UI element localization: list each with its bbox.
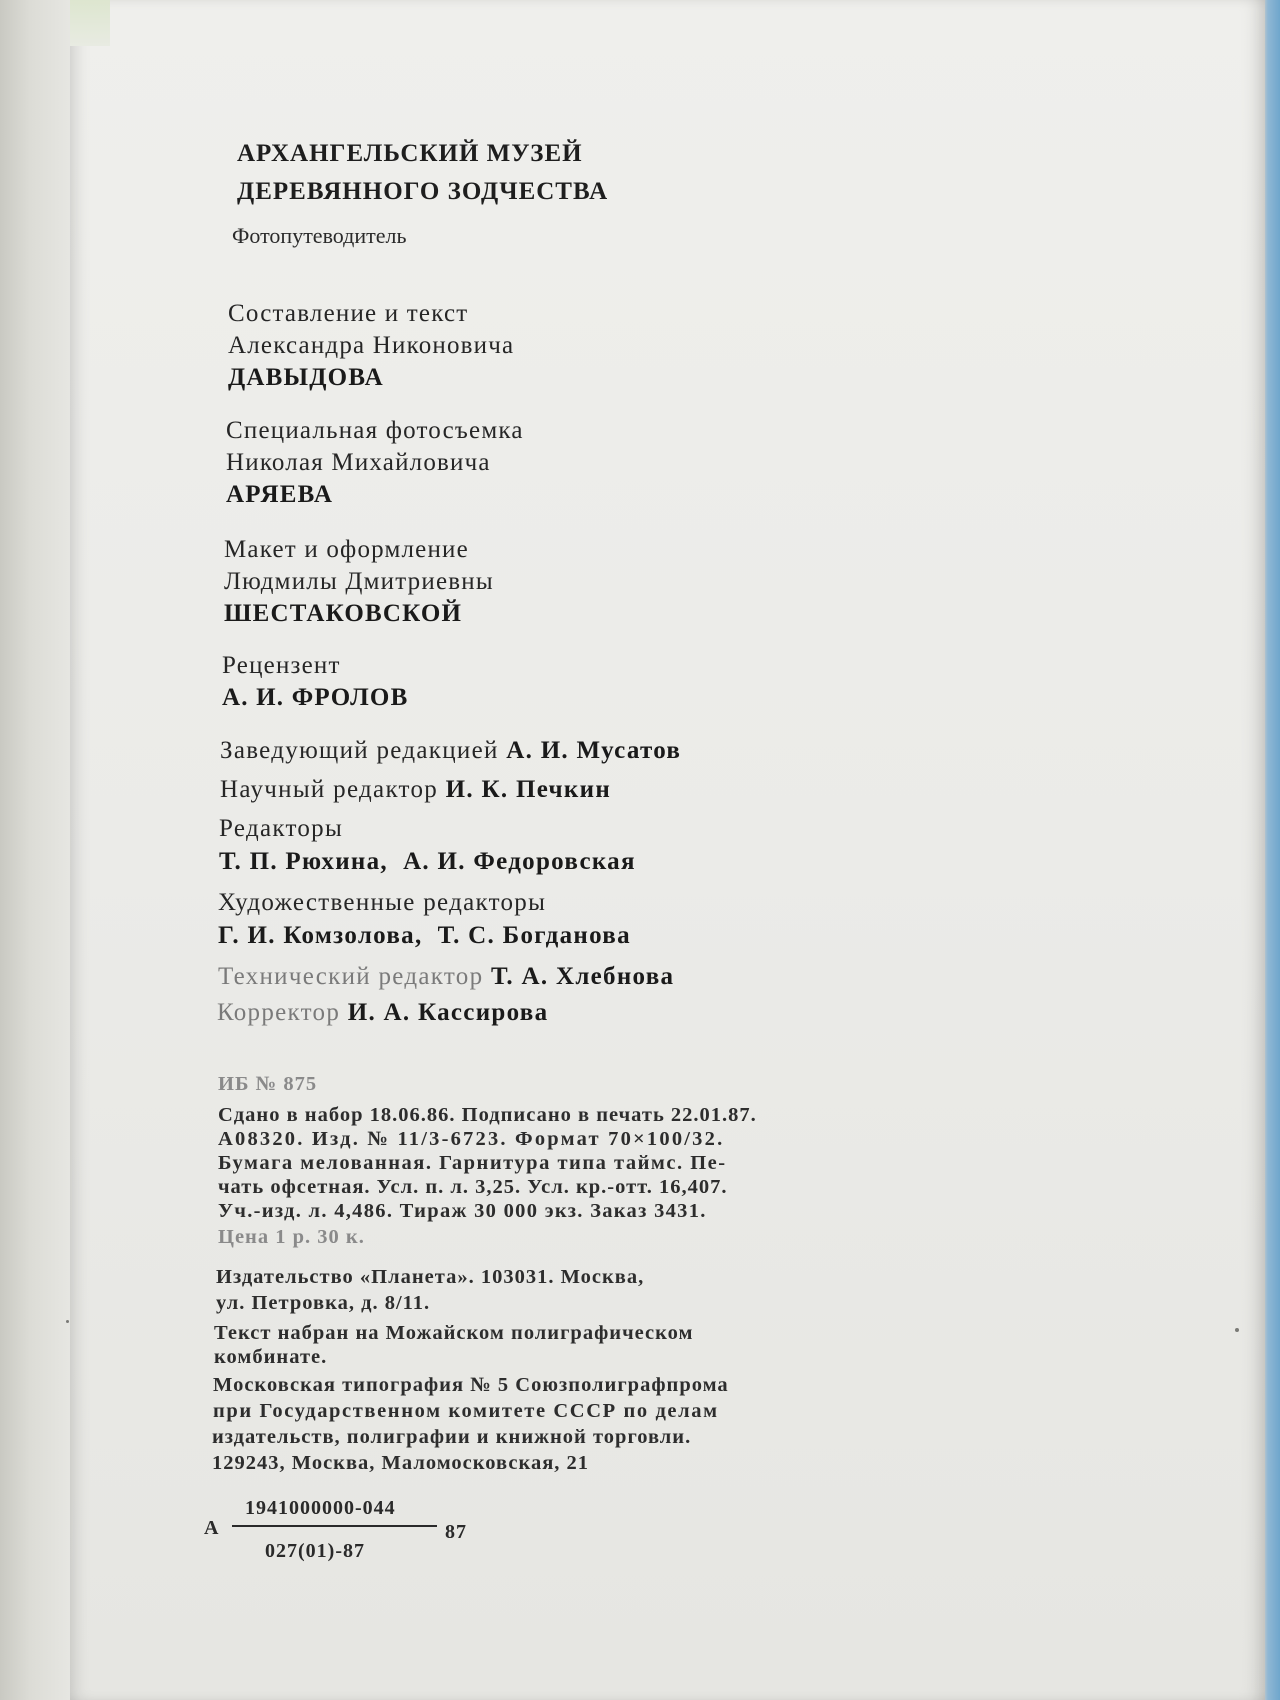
credit-reviewer-role: Рецензент [222,652,341,679]
editor-head-name: А. И. Мусатов [506,737,682,764]
credit-layout-role: Макет и оформление [224,536,469,563]
credit-photography-given: Николая Михайловича [226,449,491,476]
editor-head-role: Заведующий редакцией [220,737,499,764]
editors-names: Т. П. Рюхина, А. И. Федоровская [219,848,636,875]
editor-tech-name: Т. А. Хлебнова [490,963,675,990]
imprint-line-2: А08320. Изд. № 11/3-6723. Формат 70×100/32. [218,1128,725,1150]
credit-photography-surname: АРЯЕВА [226,481,334,508]
publisher-line-8: 129243, Москва, Маломосковская, 21 [212,1452,590,1474]
editor-science [220,776,611,804]
editor-proof [217,999,548,1027]
editor-tech [218,963,674,991]
code-year: 87 [445,1521,467,1543]
credit-compilation-surname: ДАВЫДОВА [228,364,384,391]
credit-compilation-role: Составление и текст [228,300,469,327]
code-denominator: 027(01)-87 [265,1540,365,1562]
publisher-line-4: комбинате. [214,1346,328,1368]
publisher-line-6: при Государственном комитете СССР по делам [213,1400,719,1422]
editor-proof-role: Корректор [217,999,341,1026]
book-subtitle: Фотопутеводитель [232,223,407,248]
imprint-ib: ИБ № 875 [218,1073,318,1095]
fraction-rule [232,1525,437,1527]
art-editors-role: Художественные редакторы [218,889,547,916]
code-letter: А [204,1517,220,1539]
publisher-line-7: издательств, полиграфии и книжной торговли. [212,1426,692,1448]
art-editors-names: Г. И. Комзолова, Т. С. Богданова [218,922,631,949]
credit-photography-role: Специальная фотосъемка [226,417,524,444]
publisher-line-1: Издательство «Планета». 103031. Москва, [216,1266,645,1288]
editor-science-name: И. К. Печкин [445,776,612,803]
imprint-price: Цена 1 р. 30 к. [218,1226,365,1248]
editor-head [220,737,681,765]
credit-compilation-given: Александра Никоновича [228,332,515,359]
code-numerator: 1941000000-044 [245,1497,396,1519]
imprint-line-3: Бумага мелованная. Гарнитура типа таймс. Пе- [218,1152,727,1174]
book-title-line-2: ДЕРЕВЯННОГО ЗОДЧЕСТВА [237,178,609,205]
editor-science-role: Научный редактор [220,776,439,803]
credit-layout-given: Людмилы Дмитриевны [224,568,494,595]
imprint-line-1: Сдано в набор 18.06.86. Подписано в печать 22.01.87. [218,1104,757,1126]
editors-role: Редакторы [219,815,344,842]
editor-tech-role: Технический редактор [218,963,484,990]
publisher-line-2: ул. Петровка, д. 8/11. [216,1292,431,1314]
publisher-line-5: Московская типография № 5 Союзполиграфпрома [213,1374,729,1396]
book-title-line-1: АРХАНГЕЛЬСКИЙ МУЗЕЙ [237,140,583,167]
credit-layout-surname: ШЕСТАКОВСКОЙ [224,600,463,627]
imprint-line-4: чать офсетная. Усл. п. л. 3,25. Усл. кр.-отт. 16,407. [218,1176,728,1198]
credit-reviewer-name: А. И. ФРОЛОВ [222,684,409,711]
editor-proof-name: И. А. Кассирова [347,999,549,1026]
imprint-line-5: Уч.-изд. л. 4,486. Тираж 30 000 экз. Заказ 3431. [218,1200,707,1222]
publisher-line-3: Текст набран на Можайском полиграфическом [214,1322,694,1344]
